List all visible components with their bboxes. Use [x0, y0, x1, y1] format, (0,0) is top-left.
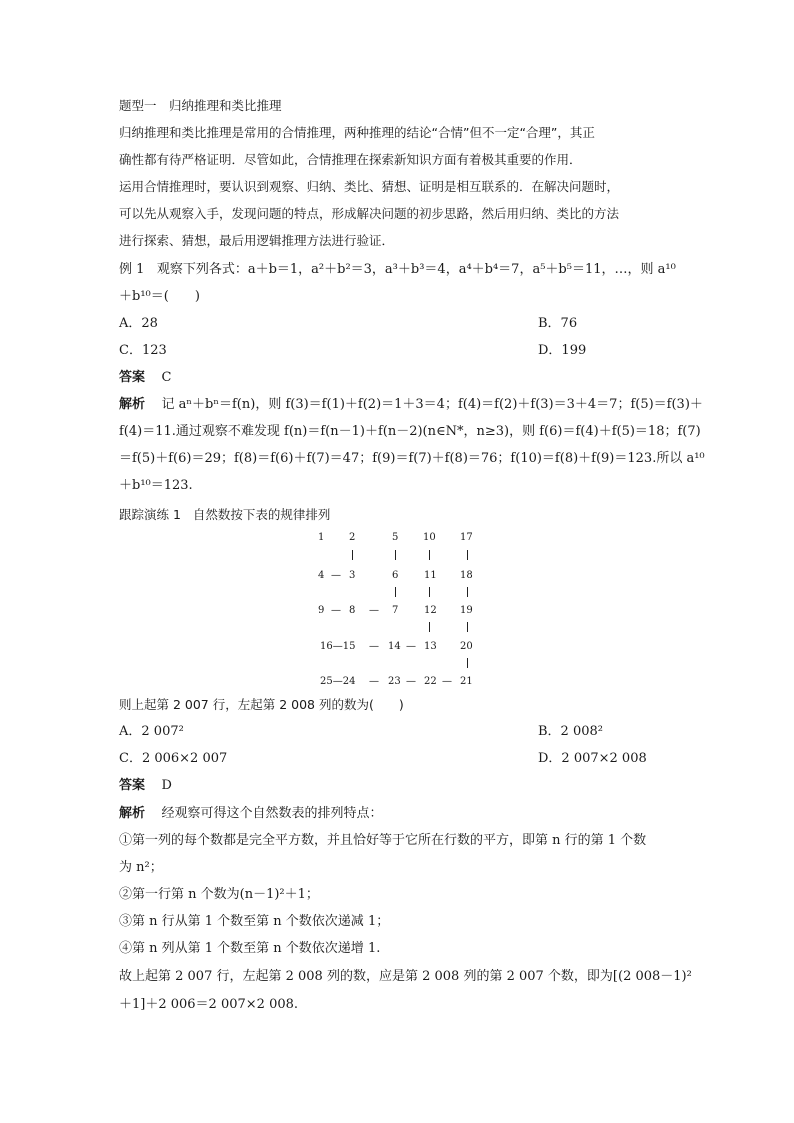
table-dash: —: [331, 605, 341, 616]
intro-line: 归纳推理和类比推理是常用的合情推理，两种推理的结论“合情”但不一定“合理”，其正: [119, 125, 595, 140]
table-cell: 21: [460, 676, 473, 687]
practice1-answer-label: 答案: [119, 778, 146, 793]
table-cell: 14: [388, 641, 401, 652]
example1-solution-line1: [119, 396, 703, 414]
practice1-solution-line: ①第一列的每个数都是完全平方数，并且恰好等于它所在行数的平方，即第 n 行的第 1 个数: [119, 833, 647, 848]
practice1-option-c: C．2 006×2 007: [119, 751, 228, 766]
table-vertical-connector: [467, 622, 468, 632]
example1-stem: 观察下列各式：a＋b＝1，a²＋b²＝3，a³＋b³＝4，a⁴＋b⁴＝7，a⁵＋b⁵＝11，…，则 a¹⁰: [156, 262, 676, 277]
practice1-stem-line: [119, 506, 330, 524]
table-vertical-connector: [395, 587, 396, 597]
table-cell: 2: [349, 532, 356, 543]
example1-stem-line2: ＋b¹⁰＝( ): [119, 289, 200, 304]
table-vertical-connector: [352, 550, 353, 560]
table-dash: —: [369, 605, 379, 616]
practice1-option-b: B．2 008²: [538, 724, 603, 739]
table-dash: —: [331, 570, 341, 581]
table-cell: 4: [318, 570, 325, 581]
table-cell: 12: [424, 605, 437, 616]
table-cell: 9: [318, 605, 325, 616]
table-dash: —: [369, 641, 379, 652]
example1-solution-line: ＝f(5)＋f(6)＝29；f(8)＝f(6)＋f(7)＝47；f(9)＝f(7)＋f(8)＝76；f(10)＝f(8)＋f(9)＝123.所以 a¹⁰: [119, 451, 705, 466]
example1-option-c: C．123: [119, 343, 167, 358]
practice1-stem: 自然数按下表的规律排列: [192, 507, 331, 522]
table-vertical-connector: [467, 587, 468, 597]
table-cell: 8: [349, 605, 356, 616]
number-table: [300, 528, 500, 693]
practice1-solution-line: ③第 n 行从第 1 个数至第 n 个数依次递减 1；: [119, 914, 390, 929]
practice1-solution-line1: [119, 805, 383, 823]
intro-line: 进行探索、猜想，最后用逻辑推理方法进行验证．: [119, 233, 395, 248]
table-cell: 3: [349, 570, 356, 581]
practice1-answer-line: [119, 777, 172, 795]
table-cell: 16—15: [320, 641, 356, 652]
intro-line: 运用合情推理时，要认识到观察、归纳、类比、猜想、证明是相互联系的．在解决问题时，: [119, 179, 620, 194]
example1-option-d: D．199: [538, 343, 587, 358]
example1-solution-label: 解析: [119, 397, 146, 412]
example1-answer-label: 答案: [119, 370, 146, 385]
practice1-solution-label: 解析: [119, 806, 146, 821]
example1-answer: C: [161, 370, 172, 385]
solution-text: 经观察可得这个自然数表的排列特点：: [161, 806, 383, 821]
example1-answer-line: [119, 369, 172, 387]
table-vertical-connector: [429, 622, 430, 632]
table-cell: 6: [392, 570, 399, 581]
example1-option-b: B．76: [538, 316, 578, 331]
table-cell: 13: [424, 641, 437, 652]
example1-option-a: A．28: [119, 316, 158, 331]
table-cell: 23: [388, 676, 401, 687]
table-vertical-connector: [467, 550, 468, 560]
table-vertical-connector: [429, 550, 430, 560]
practice1-solution-line: 为 n²；: [119, 860, 163, 875]
table-cell: 5: [392, 532, 399, 543]
table-dash: —: [442, 676, 452, 687]
practice1-answer: D: [161, 778, 172, 793]
example1-solution-line: f(4)＝11.通过观察不难发现 f(n)＝f(n－1)＋f(n－2)(n∈N*，n≥3)，则 f(6)＝f(4)＋f(5)＝18；f(7): [119, 424, 701, 439]
section-title: 题型一 归纳推理和类比推理: [119, 98, 282, 113]
table-vertical-connector: [429, 587, 430, 597]
table-cell: 18: [460, 570, 473, 581]
table-cell: 22: [424, 676, 437, 687]
table-cell: 17: [460, 532, 473, 543]
table-dash: —: [406, 641, 416, 652]
practice1-option-d: D．2 007×2 008: [538, 751, 647, 766]
example1-solution-line: ＋b¹⁰＝123.: [119, 478, 193, 493]
table-cell: 19: [460, 605, 473, 616]
table-cell: 25—24: [320, 676, 356, 687]
practice1-solution-line: ＋1]＋2 006＝2 007×2 008.: [119, 997, 299, 1012]
example1-label: 例 1: [119, 262, 145, 277]
solution-text: 记 aⁿ＋bⁿ＝f(n)，则 f(3)＝f(1)＋f(2)＝1＋3＝4；f(4)＝f(2)＋f(3)＝3＋4＝7；f(5)＝f(3)＋: [161, 397, 703, 412]
practice1-label: 跟踪演练 1: [119, 507, 181, 522]
table-cell: 7: [392, 605, 399, 616]
practice1-question: 则上起第 2 007 行，左起第 2 008 列的数为( ): [119, 697, 404, 712]
intro-line: 确性都有待严格证明．尽管如此，合情推理在探索新知识方面有着极其重要的作用．: [119, 152, 582, 167]
table-cell: 20: [460, 641, 473, 652]
table-vertical-connector: [467, 658, 468, 668]
practice1-option-a: A．2 007²: [119, 724, 184, 739]
example1-stem-line1: [119, 261, 676, 279]
table-cell: 10: [423, 532, 436, 543]
table-dash: —: [406, 676, 416, 687]
table-cell: 1: [318, 532, 325, 543]
table-dash: —: [369, 676, 379, 687]
practice1-solution-line: 故上起第 2 007 行，左起第 2 008 列的数，应是第 2 008 列的第 2 007 个数，即为[(2 008－1)²: [119, 969, 692, 984]
table-cell: 11: [424, 570, 437, 581]
table-vertical-connector: [395, 550, 396, 560]
practice1-solution-line: ④第 n 列从第 1 个数至第 n 个数依次递增 1.: [119, 941, 381, 956]
intro-line: 可以先从观察入手，发现问题的特点，形成解决问题的初步思路，然后用归纳、类比的方法: [119, 206, 620, 221]
practice1-solution-line: ②第一行第 n 个数为(n－1)²＋1；: [119, 887, 319, 902]
